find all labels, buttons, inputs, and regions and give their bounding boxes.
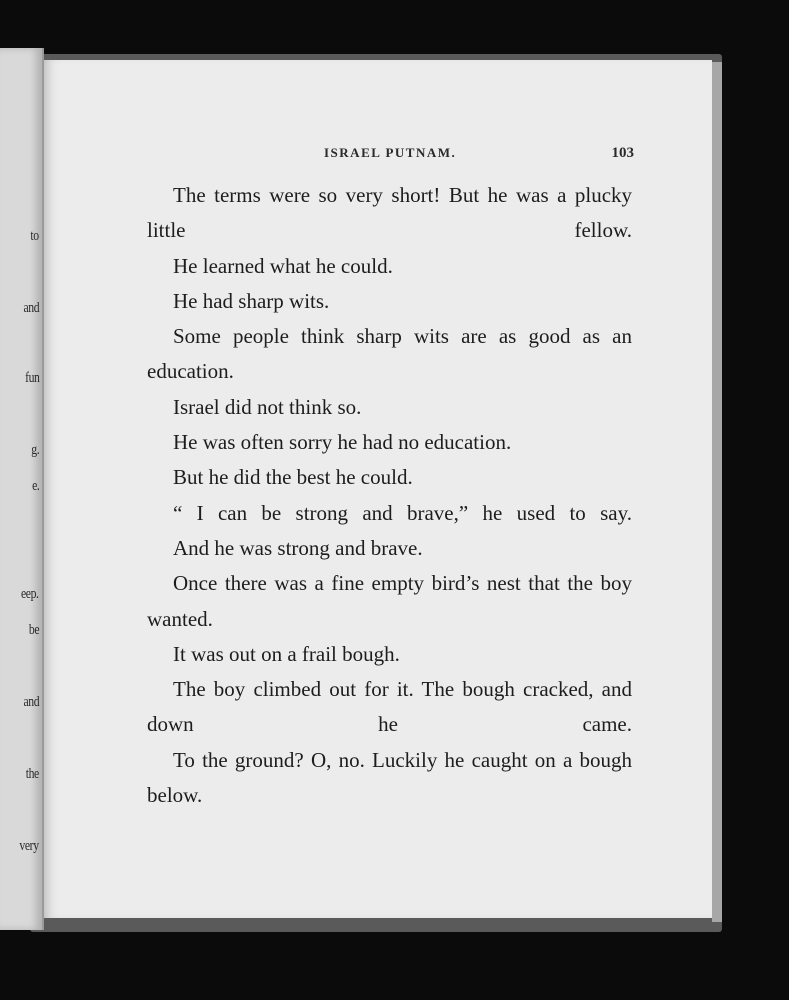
text-line: He was often sorry he had no education. bbox=[173, 430, 512, 455]
text-line: It was out on a frail bough. bbox=[173, 641, 400, 666]
paragraph bbox=[147, 390, 632, 425]
text-line: say. bbox=[600, 500, 633, 525]
paragraph bbox=[147, 319, 632, 390]
paragraph bbox=[147, 249, 632, 284]
text-line: “ I can be strong and brave,” he used to bbox=[173, 500, 586, 525]
text-line: Some people think sharp wits are as bbox=[173, 324, 517, 349]
left-page-fragment: e. bbox=[31, 478, 39, 494]
text-line: But he did the best he could. bbox=[173, 465, 413, 490]
text-line: To the ground? O, no. Luckily he caught bbox=[173, 747, 528, 772]
paragraph bbox=[147, 460, 632, 495]
paragraph bbox=[147, 178, 632, 249]
paragraph bbox=[147, 637, 632, 672]
text-line: Once there was a fine empty bird’s nest that bbox=[173, 571, 560, 596]
running-head: ISRAEL PUTNAM. bbox=[324, 145, 457, 160]
left-page-fragment: the bbox=[25, 766, 39, 782]
page-edge bbox=[712, 62, 722, 922]
left-page-fragment: fun bbox=[24, 370, 39, 386]
text-line: Israel did not think so. bbox=[173, 394, 362, 419]
paragraph bbox=[147, 743, 632, 814]
text-line: And he was strong and brave. bbox=[173, 535, 423, 560]
right-page bbox=[44, 60, 712, 918]
paragraph bbox=[147, 566, 632, 637]
left-page-fragment: be bbox=[28, 622, 39, 638]
text-line: The terms were so very short! But he bbox=[173, 183, 508, 207]
text-line: He learned what he could. bbox=[173, 253, 393, 278]
text-line: He had sharp wits. bbox=[173, 288, 330, 313]
paragraph bbox=[147, 284, 632, 319]
page-number: 103 bbox=[611, 145, 634, 161]
text-line: was a plucky little fellow. bbox=[147, 183, 633, 243]
paragraph bbox=[147, 531, 632, 566]
paragraph bbox=[147, 425, 632, 460]
left-page-fragment: and bbox=[23, 300, 39, 316]
left-page-fragment: to bbox=[30, 228, 39, 244]
paragraph bbox=[147, 496, 632, 531]
body-text bbox=[147, 178, 632, 813]
left-page-fragment: eep. bbox=[21, 586, 39, 602]
left-page-fragment: very bbox=[19, 838, 39, 854]
text-line: the boy wanted. bbox=[147, 571, 633, 631]
left-page-fragment: and bbox=[23, 694, 39, 710]
text-line: cracked, and down he came. bbox=[147, 677, 632, 737]
left-page-fragment: g. bbox=[31, 442, 39, 458]
text-line: The boy climbed out for it. The bough bbox=[173, 677, 515, 702]
left-page bbox=[0, 48, 44, 930]
text-line: good as an education. bbox=[147, 324, 632, 384]
text-line: on a bough below. bbox=[147, 747, 632, 808]
paragraph bbox=[147, 672, 632, 743]
